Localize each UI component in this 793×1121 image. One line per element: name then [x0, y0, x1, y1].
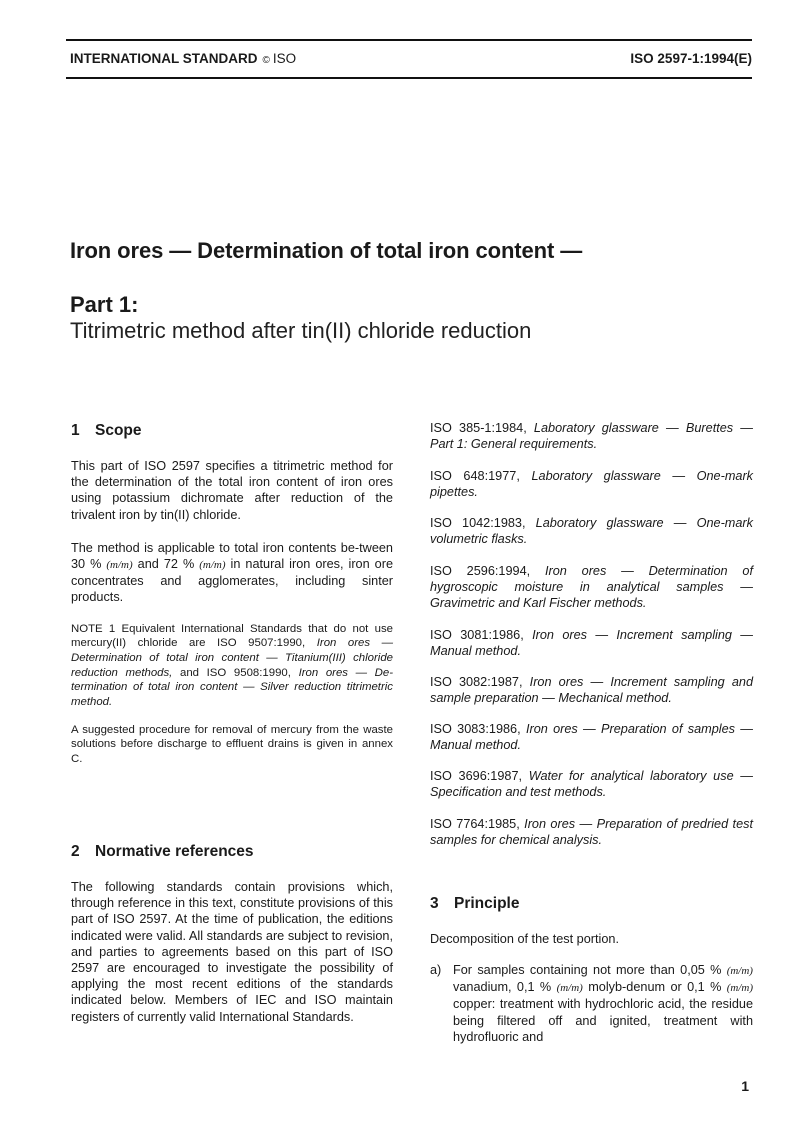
unit-mm: (m/m) — [556, 982, 583, 995]
reference-code: ISO 385-1:1984, — [430, 421, 527, 435]
section-title: Principle — [454, 895, 520, 912]
section-title: Normative references — [95, 843, 254, 860]
reference-item — [430, 768, 753, 800]
reference-title: Water for analytical laboratory use — Specification and test methods. — [430, 769, 753, 800]
text-run: copper: treatment with hydrochloric acid, the residue being filtered off and ignited, treatment with hydrofluoric and — [453, 997, 753, 1044]
scope-paragraph-1: This part of ISO 2597 specifies a titrimetric method for the determination of the total iron content of iron ores using potassium dichromate after reduction of the trivalent iron by tin(II) chloride. — [71, 459, 393, 522]
section-number: 1 — [71, 422, 80, 439]
reference-item — [430, 420, 753, 452]
document-title: Iron ores — Determination of total iron content — — [70, 238, 583, 263]
reference-title: Iron ores — Determination of hygroscopic moisture in analytical samples — Gravimetric and Karl Fischer methods. — [430, 564, 753, 611]
reference-code: ISO 3083:1986, — [430, 722, 521, 736]
document-subtitle: Titrimetric method after tin(II) chloride reduction — [70, 318, 532, 343]
unit-mm: (m/m) — [199, 559, 226, 572]
reference-title: Laboratory glassware — One-mark pipettes. — [430, 469, 754, 500]
scope-paragraph-3: A suggested procedure for removal of mercury from the waste solutions before discharge to effluent drains is given in annex C. — [71, 723, 393, 766]
text-run: in natural iron ores, iron ore concentrates and agglomerates, including sinter products. — [71, 557, 394, 605]
reference-item — [430, 674, 753, 706]
reference-code: ISO 648:1977, — [430, 469, 520, 483]
scope-body — [71, 458, 393, 767]
note-1 — [71, 622, 393, 710]
unit-mm: (m/m) — [726, 982, 754, 995]
reference-title: Iron ores — Increment sampling — Manual method. — [430, 628, 753, 659]
header-top-rule — [66, 39, 752, 41]
normative-body — [71, 879, 393, 1025]
reference-item — [430, 627, 753, 659]
text-run: For samples containing not more than 0,05 % — [453, 963, 722, 977]
reference-title: Iron ores — Increment sampling and sample preparation — Mechanical method. — [430, 675, 753, 706]
principle-intro: Decomposition of the test portion. — [430, 932, 620, 946]
reference-title: Iron ores — Preparation of predried test samples for chemical analysis. — [430, 817, 753, 848]
reference-code: ISO 3081:1986, — [430, 628, 524, 642]
reference-title: Laboratory glassware — One-mark volumetric flasks. — [430, 516, 753, 547]
section-title: Scope — [95, 422, 142, 439]
standard-type-label: INTERNATIONAL STANDARD — [70, 51, 258, 66]
standard-number: ISO 2597-1:1994(E) — [630, 51, 752, 66]
normative-paragraph: The following standards contain provisions which, through reference in this text, constitute provisions of this part of ISO 2597. At the time of publication, the editions indicated were valid. All standards are subject to revision, and parties to agreements based on this part of ISO 2597 are encouraged to investigate the possibility of applying the most recent editions of the standards indicated below. Members of IEC and ISO maintain registers of currently valid International Standards. — [71, 880, 393, 1024]
text-run: The method is applicable to total iron contents be-tween 30 % — [71, 540, 393, 572]
reference-item — [430, 721, 753, 753]
reference-code: ISO 2596:1994, — [430, 564, 531, 578]
header-bottom-rule — [66, 77, 752, 79]
text-run: and ISO 9508:1990, — [180, 666, 291, 679]
reference-title: Laboratory glassware — Burettes — Part 1: General requirements. — [430, 421, 753, 452]
section-number: 2 — [71, 843, 80, 860]
part-label: Part 1: — [70, 292, 139, 317]
text-run-italic: Iron ores — De-termination of total iron content — Silver reduction titrimetric method. — [71, 666, 393, 709]
unit-mm: (m/m) — [106, 559, 133, 572]
reference-code: ISO 7764:1985, — [430, 817, 520, 831]
reference-code: ISO 3082:1987, — [430, 675, 523, 689]
principle-list-item-a — [430, 962, 753, 1045]
section-heading-principle — [430, 895, 519, 913]
list-label: a) — [430, 963, 442, 977]
section-heading-normative-references — [71, 843, 254, 861]
iso-label: ISO — [272, 51, 297, 66]
reference-item — [430, 563, 753, 612]
reference-item — [430, 816, 753, 848]
reference-title: Iron ores — Preparation of samples — Manual method. — [430, 722, 753, 753]
reference-item — [430, 515, 753, 547]
text-run: molyb-denum or 0,1 % — [588, 980, 722, 995]
text-run: NOTE 1 Equivalent International Standards that do not use mercury(II) chloride are ISO 9507:1990, — [71, 622, 393, 650]
reference-code: ISO 3696:1987, — [430, 769, 523, 783]
section-number: 3 — [430, 895, 439, 912]
reference-code: ISO 1042:1983, — [430, 516, 526, 530]
text-run: vanadium, 0,1 % — [453, 980, 552, 995]
copyright-symbol: © — [262, 55, 270, 66]
text-run-italic: Iron ores — Determination of total iron content — Titanium(III) chloride reduction methods, — [71, 637, 393, 679]
list-text — [453, 962, 753, 1045]
text-run: and 72 % — [137, 557, 195, 572]
page-number: 1 — [741, 1078, 749, 1094]
unit-mm: (m/m) — [726, 965, 753, 977]
section-heading-scope — [71, 422, 142, 440]
scope-paragraph-2 — [71, 540, 393, 606]
running-header-left — [70, 51, 296, 66]
reference-item — [430, 468, 753, 500]
